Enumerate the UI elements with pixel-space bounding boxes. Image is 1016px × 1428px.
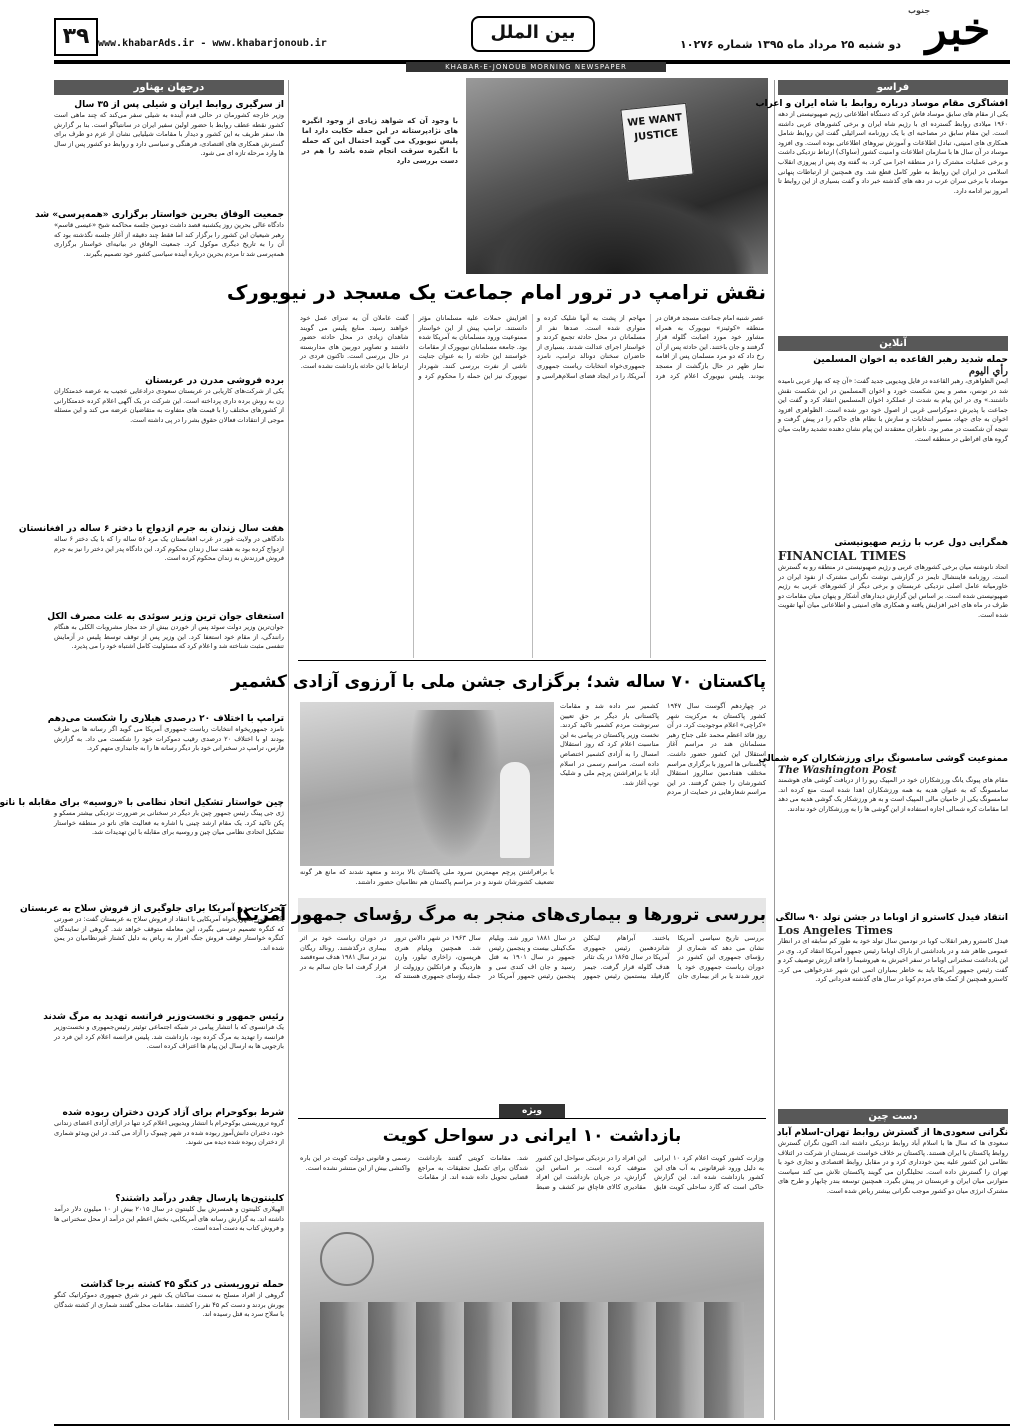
left-item-title: کلینتون‌ها پارسال چقدر درآمد داشتند؟ xyxy=(115,1194,284,1204)
article-kuwait: وزارت کشور کویت اعلام کرد ۱۰ ایرانی به دلیل ورود غیرقانونی به آب های این کشور بازداشت شده اند. این گزارش حاکی است که گارد ساحلی کویت قایق این افراد را در نزدیکی سواحل این کشور متوقف کرده است. بر اساس این گزارش، در جریان بازداشت این افراد مقادیری کالای قاچاق نیز کشف و ضبط شد. مقامات کویتی گفتند بازداشت شدگان برای تکمیل تحقیقات به مراجع قضایی تحویل داده شده اند. از مقامات رسمی و قانونی دولت کویت در این باره واکنشی بیش از این منتشر نشده است. xyxy=(300,1154,764,1191)
portrait-person xyxy=(500,762,530,858)
newspaper-logo[interactable] xyxy=(906,4,1010,60)
left-item-body: وزیر خارجه کشورمان در حالی قدم آینده به شیلی سفر می‌کند که چند ماهی است کشور نقطه عطف روابط با حضور اولین سفیر ایران در سانتیاگو است. بنا بر گزارش ها، سفر ظریف به این کشور و دیدار با مقامات شیلیایی نشان از عزم دو طرف برای گسترش همکاری های اقتصادی، فرهنگی و سیاسی دارد و روابط دو کشور پس از سال ها وارد مرحله تازه ای می شود. xyxy=(54,111,284,158)
protest-photo xyxy=(466,78,768,274)
protest-photo-caption: با وجود آن که شواهد زیادی از وجود انگیزه های نژادپرستانه در این حمله حکایت دارد اما پلیس نیویورک می گوید احتمال این که حمله با انگیزه سرقت انجام شده باشد را هم در دست بررسی دارد xyxy=(302,117,458,165)
english-strip: KHABAR-E-JONOUB MORNING NEWSPAPER xyxy=(406,62,666,72)
left-item-body: جوان‌ترین وزیر دولت سوئد پس از خوردن بیش از حد مجاز مشروبات الکلی به هنگام رانندگی، از مقام خود استعفا کرد. این وزیر پس از توقف توسط پلیس در آزمایش تنفسی مثبت شناخته شد و اعلام کرد که مسئولیت کامل اشتباه خود را می پذیرد. xyxy=(54,623,284,651)
left-item-title: برده فروشی مدرن در عربستان xyxy=(145,376,284,386)
left-item-title: حمله تروریستی در کنگو ۴۵ کشته برجا گذاشت xyxy=(80,1280,284,1290)
center-rule-1 xyxy=(298,660,766,661)
article-saudi-concern: سعودی ها که سال ها با اسلام آباد روابط نزدیکی داشته اند، اکنون نگران گسترش روابط پاکستان با ایران هستند. پاکستان بر خلاف خواست عربستان از شرکت در ائتلاف نظامی این کشور علیه یمن خودداری کرد و در مقابل روابط اقتصادی و تجاری خود با تهران را گسترش داده است. تحلیلگران می گویند پاکستان تلاش می کند سیاست متوازنی میان ایران و عربستان در پیش بگیرد. همچنین توسعه بندر چابهار و طرح های مشترک انرژی میان دو کشور موجب نگرانی بیشتر ریاض شده است. xyxy=(778,1139,1008,1195)
center-column xyxy=(226,72,770,1422)
logo-text: خبر xyxy=(925,4,991,55)
source-washington-post: The Washington Post xyxy=(778,765,897,776)
title-saudi-concern: نگرانی سعودی‌ها از گسترش روابط تهران-اسلام آباد xyxy=(776,1128,1008,1138)
crowd-shape xyxy=(476,188,756,274)
article-zawahiri: ایمن الظواهری، رهبر القاعده در فایل ویدیویی جدید گفت: «آن چه که بهار عربی نامیده شد در تونس، مصر و یمن شکست خورد و اخوان المسلمین در این شکست نقش داشتند.» وی در این پیام به شدت از عملکرد اخوان المسلمین انتقاد کرد و گفت این جماعت با پذیرش دموکراسی غربی از اصول خود دور شده است. الظواهری افزود اخوان به جای جهاد، مسیر انتخابات و سازش با نظام های حاکم را در پیش گرفت و نتیجه آن شکست در مصر بود. ناظران معتقدند این پیام نشان دهنده تشدید رقابت میان گروه های افراطی در منطقه است. xyxy=(778,377,1008,443)
section-header-online: آنلاین xyxy=(778,336,1008,351)
left-item-title: از سرگیری روابط ایران و شیلی پس از ۳۵ سال xyxy=(74,100,284,110)
left-item-body: الهیلاری کلینتون و همسرش بیل کلینتون در سال ۲۰۱۵ بیش از ۱۰ میلیون دلار درآمد داشته اند. به گزارش رسانه های آمریکایی، بخش اعظم این درآمد از محل سخنرانی ها و فروش کتاب به دست آمده است. xyxy=(54,1205,284,1233)
detainees-row xyxy=(320,1302,744,1418)
pakistan-photo-caption: با برافراشتن پرچم مهمترین سرود ملی پاکستان بالا بردند و متعهد شدند که مانع هر گونه تضعیف کشورشان شوند و در مراسم پاکستان هم نظامیان حضور داشتند. xyxy=(300,868,554,886)
article-pakistan: در چهاردهم آگوست سال ۱۹۴۷ کشور پاکستان به مرکزیت شهر «کراچی» اعلام موجودیت کرد. در آن روز قائد اعظم محمد علی جناح رهبر مسلمانان هند در مراسم آغاز استقلال این کشور حضور داشت. پاکستانی ها امروز با برگزاری مراسم مختلف هفتادمین سالروز استقلال کشورشان را جشن گرفتند. در این مراسم شعارهایی در حمایت از مردم کشمیر سر داده شد و مقامات پاکستانی بار دیگر بر حق تعیین سرنوشت مردم کشمیر تاکید کردند. نخست وزیر پاکستان در پیامی به این مناسبت اعلام کرد که روز استقلال امسال را به آزادی کشمیر اختصاص داده است. مراسم رسمی در اسلام آباد با برافراشتن پرچم ملی و شلیک توپ آغاز شد. xyxy=(560,702,766,797)
special-section-label xyxy=(499,1104,565,1118)
left-item-body: یک سناتور جمهوریخواه آمریکایی با انتقاد از فروش سلاح به عربستان گفت: در صورتی که کنگره تصمیم درستی بگیرد، این معامله متوقف خواهد شد. گروهی از نمایندگان کنگره خواستار توقف فروش جنگ افزار به ریاض به دلیل کشتار غیرنظامیان در یمن شده اند. xyxy=(54,915,284,952)
title-zawahiri: حمله شدید رهبر القاعده به اخوان المسلمین xyxy=(813,355,1008,365)
right-column xyxy=(755,80,1008,1422)
right-column-divider xyxy=(774,80,775,1420)
left-item-body: ژی جی پینگ رئیس جمهور چین بار دیگر در سخنانی بر ضرورت نزدیکی بیشتر مسکو و پکن تاکید کرد. یک مقام ارشد چینی با اشاره به فعالیت های ناتو در منطقه خواستار تشکیل اتحادی نظامی میان چین و روسیه برای مقابله با این تهدیدات شد. xyxy=(54,809,284,837)
headline-imam-assassination: نقش ترامپ در ترور امام جماعت یک مسجد در نیویورک xyxy=(226,280,766,304)
left-item-body: یک فرانسوی که با انتشار پیامی در شبکه اجتماعی توئیتر رئیس‌جمهوری و نخست‌وزیر فرانسه را تهدید به مرگ کرده بود، بازداشت شد. پلیس فرانسه اعلام کرد این فرد در بازجویی ها به ارسال این پیام ها اعتراف کرده است. xyxy=(54,1023,284,1051)
article-arab-israel: اتحاد نانوشته میان برخی کشورهای عربی و رژیم صهیونیستی در منطقه رو به گسترش است. روزنامه فایننشال تایمز در گزارشی نوشت نگرانی مشترک از نفوذ ایران در خاورمیانه عامل اصلی نزدیکی عربستان و برخی دیگر از کشورهای عربی به رژیم صهیونیستی شده است. بر اساس این گزارش دیدارهای آشکار و پنهان میان مقامات دو طرف در ماه های اخیر افزایش یافته و همکاری های امنیتی و اطلاعاتی میان آنها تقویت شده است. xyxy=(778,563,1008,619)
protest-sign-text: WE WANT JUSTICE xyxy=(626,112,683,144)
left-item-title: هفت سال زندان به جرم ازدواج با دختر ۶ ساله در افغانستان xyxy=(18,524,284,534)
page-number: ۳۹ xyxy=(62,24,90,49)
coast-guard-emblem xyxy=(320,1232,374,1286)
kuwait-detainees-photo xyxy=(300,1222,764,1418)
headline-us-presidents: بررسی ترورها و بیماری‌های منجر به مرگ رؤسای جمهور آمریکا xyxy=(298,898,766,932)
article-us-presidents: بررسی تاریخ سیاسی آمریکا نشان می دهد که شماری از رؤسای جمهوری این کشور در دوران ریاست جمهوری خود یا ترور شدند یا بر اثر بیماری جان باختند. آبراهام لینکلن شانزدهمین رئیس جمهوری آمریکا در سال ۱۸۶۵ در یک تئاتر هدف گلوله قرار گرفت. جیمز گارفیلد بیستمین رئیس جمهور در سال ۱۸۸۱ ترور شد. ویلیام مک‌کینلی بیست و پنجمین رئیس جمهور در سال ۱۹۰۱ به قتل رسید و جان اف کندی سی و پنجمین رئیس جمهور آمریکا در سال ۱۹۶۳ در شهر دالاس ترور شد. همچنین ویلیام هنری هریسون، زاخاری تیلور، وارن هاردینگ و فرانکلین روزولت از جمله رؤسای جمهوری هستند که در دوران ریاست خود بر اثر بیماری درگذشتند. رونالد ریگان نیز در سال ۱۹۸۱ هدف سوءقصد قرار گرفت اما جان سالم به در برد. xyxy=(300,934,764,981)
jinnah-portrait-photo xyxy=(300,702,554,866)
source-la-times: Los Angeles Times xyxy=(778,924,893,937)
left-item-title: جمعیت الوفاق بحرین خواستار برگزاری «همه‌پرسی» شد xyxy=(35,210,284,220)
date-issue: دو شنبه ۲۵ مرداد ماه ۱۳۹۵ شماره ۱۰۲۷۶ xyxy=(680,38,901,51)
left-item-body: دادگاه عالی بحرین روز یکشنبه قصد داشت دومین جلسه محاکمه شیخ «عیسی قاسم» رهبر شیعیان این کشور را برگزار کند اما فقط چند دقیقه از آغاز جلسه نگذشته بود که آن را به تاریخ دیگری موکول کرد. جمعیت الوفاق در بیانیه‌ای خواستار برگزاری همه‌پرسی شد تا مردم بحرین درباره آینده سیاسی کشور خود تصمیم بگیرند. xyxy=(54,221,284,258)
masthead xyxy=(46,0,1016,72)
left-item-title: چین خواستار تشکیل اتحاد نظامی با «روسیه» برای مقابله با ناتو xyxy=(0,798,284,808)
title-arab-israel: همگرایی دول عرب با رژیم صهیونیستی xyxy=(834,538,1008,548)
section-header-dastchin: دست چین xyxy=(778,1109,1008,1124)
logo-sub: جنوب xyxy=(908,6,931,15)
article-imam-assassination: عصر شنبه امام جماعت مسجد فرقان در منطقه «کوئینز» نیویورک به همراه مشاور خود مورد اصابت گلوله قرار گرفتند و جان باختند. این حادثه پس از آن رخ داد که دو مرد مسلمان پس از اقامه نماز ظهر در حال بازگشت از مسجد بودند. پلیس نیویورک اعلام کرد فرد مهاجم از پشت به آنها شلیک کرده و متواری شده است. صدها نفر از مسلمانان در محل حادثه تجمع کردند و خواستار اجرای عدالت شدند. بسیاری از حاضران سخنان دونالد ترامپ، نامزد جمهوری‌خواه انتخابات ریاست جمهوری آمریکا، را در ایجاد فضای اسلام‌هراسی و افزایش حملات علیه مسلمانان مؤثر دانستند. ترامپ پیش از این خواستار ممنوعیت ورود مسلمانان به آمریکا شده بود. جامعه مسلمانان نیویورک از مقامات خواستند این حادثه را به عنوان جنایت ناشی از نفرت بررسی کنند. شهردار نیویورک نیز این حمله را محکوم کرد و گفت عاملان آن به سزای عمل خود خواهند رسید. منابع پلیس می گویند شاهدان زیادی در محل حادثه حضور داشتند و تصاویر دوربین های مداربسته در حال بررسی است. تاکنون فردی در ارتباط با این حادثه بازداشت نشده است. xyxy=(300,314,764,380)
page-number-box xyxy=(54,18,98,56)
headline-pakistan: پاکستان ۷۰ ساله شد؛ برگزاری جشن ملی با آرزوی آزادی کشمیر xyxy=(230,672,766,692)
title-mossad: افشاگری مقام موساد درباره روابط با شاه ایران و اعراب xyxy=(755,99,1008,109)
source-rai-alyoum: رأي اليوم xyxy=(968,366,1008,377)
article-samsung: مقام های پیونگ یانگ ورزشکاران خود در المپیک ریو را از دریافت گوشی های هوشمند سامسونگ که به عنوان هدیه به همه ورزشکاران اهدا شده است منع کرده اند. سامسونگ یکی از حامیان مالی المپیک است و به هر ورزشکار یک گوشی هدیه می دهد اما مقامات کره شمالی اجازه استفاده از این گوشی ها را به ورزشکاران خود ندادند. xyxy=(778,776,1008,813)
left-item-title: شرط بوکوحرام برای آزاد کردن دختران ربوده شده xyxy=(62,1108,284,1118)
left-item-body: دادگاهی در ولایت غور در غرب افغانستان یک مرد ۵۶ ساله را که با یک دختر ۶ ساله ازدواج کرده بود به هفت سال زندان محکوم کرد. این دادگاه پدر این دختر را نیز به جرم فروش فرزندش به زندان محکوم کرده است. xyxy=(54,535,284,563)
portrait-figure xyxy=(410,710,500,860)
left-item-body: گروهی از افراد مسلح به سمت ساکنان یک شهر در شرق جمهوری دموکراتیک کنگو یورش بردند و دست کم ۴۵ نفر را کشتند. مقامات محلی گفتند شماری از کشته شدگان با سلاح سرد به قتل رسیده اند. xyxy=(54,1291,284,1319)
bottom-rule xyxy=(54,1424,1010,1426)
website[interactable]: www.khabarAds.ir - www.khabarjonoub.ir xyxy=(98,38,327,49)
left-item-title: ترامپ با اختلاف ۲۰ درصدی هیلاری را شکست می‌دهم xyxy=(47,714,284,724)
left-item-body: نامزد جمهوریخواه انتخابات ریاست جمهوری آمریکا می گوید اگر رسانه ها بی طرف بودند او با اختلاف ۲۰ درصدی رقیب دموکرات خود را شکست می داد. به گزارش فارس، ترامپ در سخنرانی خود بار دیگر رسانه ها را به جانبداری متهم کرد. xyxy=(54,725,284,753)
left-item-body: گروه تروریستی بوکوحرام با انتشار ویدیویی اعلام کرد تنها در ازای آزادی اعضای زندانی خود، دختران دانش‌آموز ربوده شده در شهر چیبوک را آزاد می کند. در این ویدئو شماری از دختران ربوده شده دیده می شوند. xyxy=(54,1119,284,1147)
section-header-farasoo: فراسو xyxy=(778,80,1008,95)
special-section-text: ویژه xyxy=(522,1106,542,1116)
protest-sign xyxy=(620,103,693,182)
left-item-body: یکی از شرکت‌های کاریابی در عربستان سعودی درادعایی عجیب به عرضه خدمتکاران زن به روش برده داری پرداخته است. این شرکت در یک آگهی اعلام کرده خدمتکارانی از کشورهای مختلف را با قیمت های متفاوت به متقاضیان عرضه می کند و این مسئله موجی از انتقادات فعالان حقوق بشر را در پی داشته است. xyxy=(54,387,284,424)
source-financial-times: FINANCIAL TIMES xyxy=(778,549,907,563)
article-mossad: یکی از مقام های سابق موساد فاش کرد که دستگاه اطلاعاتی رژیم صهیونیستی از دهه ۱۹۶۰ میلادی روابط گسترده ای با رژیم شاه ایران و برخی کشورهای عربی داشته است. این مقام سابق در مصاحبه ای با یک روزنامه اسرائیلی گفت این روابط شامل همکاری های امنیتی، تبادل اطلاعات و آموزش نیروهای اطلاعاتی بوده است. وی افزود موساد در آن سال ها با سازمان اطلاعات و امنیت کشور (ساواک) ارتباط نزدیکی داشت و برخی عملیات مشترک را در منطقه اجرا می کرد. به گفته وی پس از پیروزی انقلاب اسلامی در ایران این روابط به طور کامل قطع شد. وی همچنین از ارتباطات پنهانی موساد با برخی سران عرب در دهه های گذشته خبر داد و گفت بسیاری از این روابط تا امروز نیز ادامه دارد. xyxy=(778,110,1008,195)
article-castro: فیدل کاسترو رهبر انقلاب کوبا در نودمین سال تولد خود به طور کم سابقه ای در انظار عمومی ظاهر شد و در یادداشتی از باراک اوباما رئیس جمهور آمریکا انتقاد کرد. وی در این یادداشت سخنرانی اوباما در سفر اخیرش به هیروشیما را فاقد ارزش توصیف کرد و گفت رئیس جمهور آمریکا باید به خاطر بمباران اتمی این شهر عذرخواهی می کرد. کاسترو همچنین از کمک های مردم کوبا در سال های گذشته قدردانی کرد. xyxy=(778,937,1008,984)
headline-kuwait: بازداشت ۱۰ ایرانی در سواحل کویت xyxy=(298,1118,766,1153)
left-item-title: تحرکات در آمریکا برای جلوگیری از فروش سلاح به عربستان xyxy=(19,904,284,914)
section-title: بین الملل xyxy=(471,16,595,52)
title-samsung: ممنوعیت گوشی سامسونگ برای ورزشکاران کره شمالی xyxy=(758,754,1008,764)
left-item-title: استعفای جوان ترین وزیر سوئدی به علت مصرف الکل xyxy=(47,612,284,622)
left-item-title: رئیس جمهور و نخست‌وزیر فرانسه تهدید به مرگ شدند xyxy=(43,1012,284,1022)
title-castro: انتقاد فیدل کاسترو از اوباما در جشن تولد ۹۰ سالگی xyxy=(775,913,1008,923)
section-header-left: درجهان بهناور xyxy=(54,80,284,95)
